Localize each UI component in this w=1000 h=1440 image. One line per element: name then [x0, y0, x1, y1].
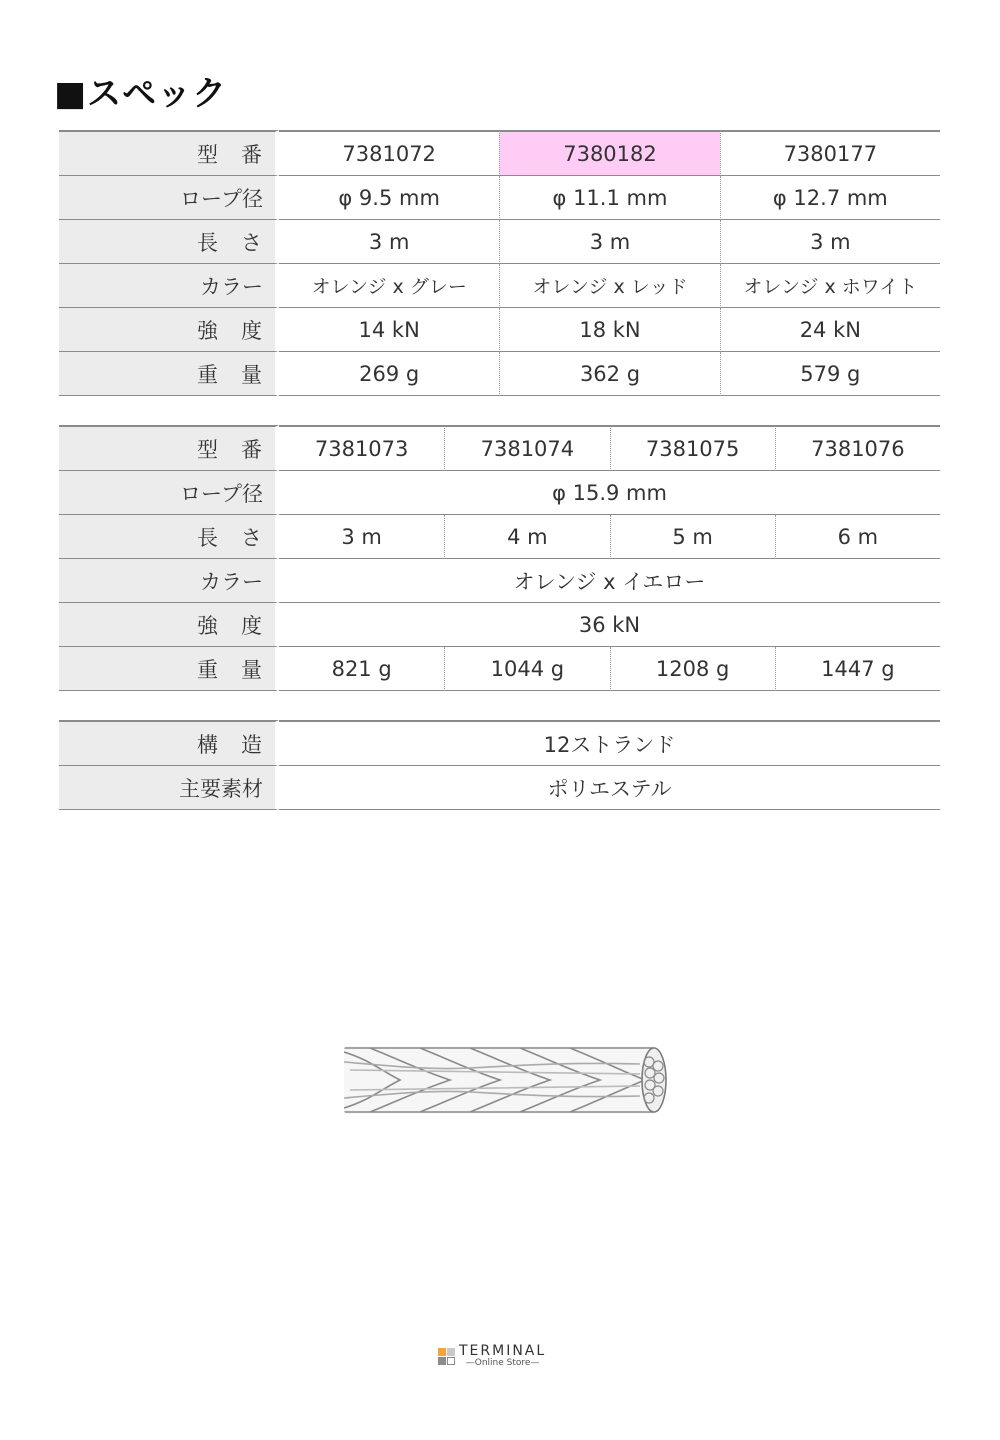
color-cell: オレンジ x イエロー	[279, 559, 940, 603]
color-cell: オレンジ x グレー	[279, 264, 499, 308]
weight-cell: 362 g	[499, 352, 719, 396]
diameter-cell: φ 12.7 mm	[720, 176, 940, 220]
structure-cell: 12ストランド	[279, 720, 940, 766]
weight-cell: 269 g	[279, 352, 499, 396]
table-row-diameter	[59, 176, 940, 220]
length-cell: 6 m	[775, 515, 940, 559]
model-cell-highlighted: 7380182	[499, 130, 719, 176]
strength-cell: 24 kN	[720, 308, 940, 352]
label-structure: 構 造	[59, 720, 279, 766]
table-row-color	[59, 559, 940, 603]
model-cell: 7381074	[444, 425, 609, 471]
spec-table-1	[59, 130, 940, 396]
model-cell: 7381073	[279, 425, 444, 471]
model-cell: 7381075	[610, 425, 775, 471]
length-cell: 3 m	[279, 220, 499, 264]
label-length: 長 さ	[59, 515, 279, 559]
table-row-weight	[59, 647, 940, 691]
length-cell: 5 m	[610, 515, 775, 559]
label-strength: 強 度	[59, 603, 279, 647]
table-row-structure	[59, 720, 940, 766]
model-cell: 7381072	[279, 130, 499, 176]
label-diameter: ロープ径	[59, 471, 279, 515]
diameter-cell: φ 11.1 mm	[499, 176, 719, 220]
section-title: ■スペック	[54, 74, 228, 114]
spec-table-3	[59, 720, 940, 810]
label-material: 主要素材	[59, 766, 279, 810]
label-length: 長 さ	[59, 220, 279, 264]
material-cell: ポリエステル	[279, 766, 940, 810]
spec-table-2	[59, 425, 940, 691]
logo-mark-icon	[438, 1348, 455, 1365]
label-model: 型 番	[59, 425, 279, 471]
weight-cell: 1447 g	[775, 647, 940, 691]
model-cell: 7380177	[720, 130, 940, 176]
table-row-material	[59, 766, 940, 810]
color-cell: オレンジ x ホワイト	[720, 264, 940, 308]
diameter-cell: φ 15.9 mm	[279, 471, 940, 515]
length-cell: 3 m	[499, 220, 719, 264]
table-row-diameter	[59, 471, 940, 515]
label-weight: 重 量	[59, 647, 279, 691]
label-model: 型 番	[59, 130, 279, 176]
table-row-length	[59, 515, 940, 559]
weight-cell: 821 g	[279, 647, 444, 691]
color-cell: オレンジ x レッド	[499, 264, 719, 308]
weight-cell: 1044 g	[444, 647, 609, 691]
strength-cell: 18 kN	[499, 308, 719, 352]
table-row-length	[59, 220, 940, 264]
logo-subtitle: —Online Store—	[465, 1358, 540, 1368]
label-color: カラー	[59, 559, 279, 603]
label-color: カラー	[59, 264, 279, 308]
table-row-color	[59, 264, 940, 308]
braided-rope-illustration	[340, 1040, 670, 1120]
table-row-model	[59, 130, 940, 176]
strength-cell: 36 kN	[279, 603, 940, 647]
label-strength: 強 度	[59, 308, 279, 352]
weight-cell: 1208 g	[610, 647, 775, 691]
diameter-cell: φ 9.5 mm	[279, 176, 499, 220]
length-cell: 3 m	[279, 515, 444, 559]
model-cell: 7381076	[775, 425, 940, 471]
table-row-model	[59, 425, 940, 471]
terminal-logo	[438, 1344, 546, 1368]
label-weight: 重 量	[59, 352, 279, 396]
table-row-weight	[59, 352, 940, 396]
length-cell: 4 m	[444, 515, 609, 559]
logo-name: TERMINAL	[459, 1343, 547, 1359]
label-diameter: ロープ径	[59, 176, 279, 220]
table-row-strength	[59, 308, 940, 352]
table-row-strength	[59, 603, 940, 647]
length-cell: 3 m	[720, 220, 940, 264]
strength-cell: 14 kN	[279, 308, 499, 352]
weight-cell: 579 g	[720, 352, 940, 396]
